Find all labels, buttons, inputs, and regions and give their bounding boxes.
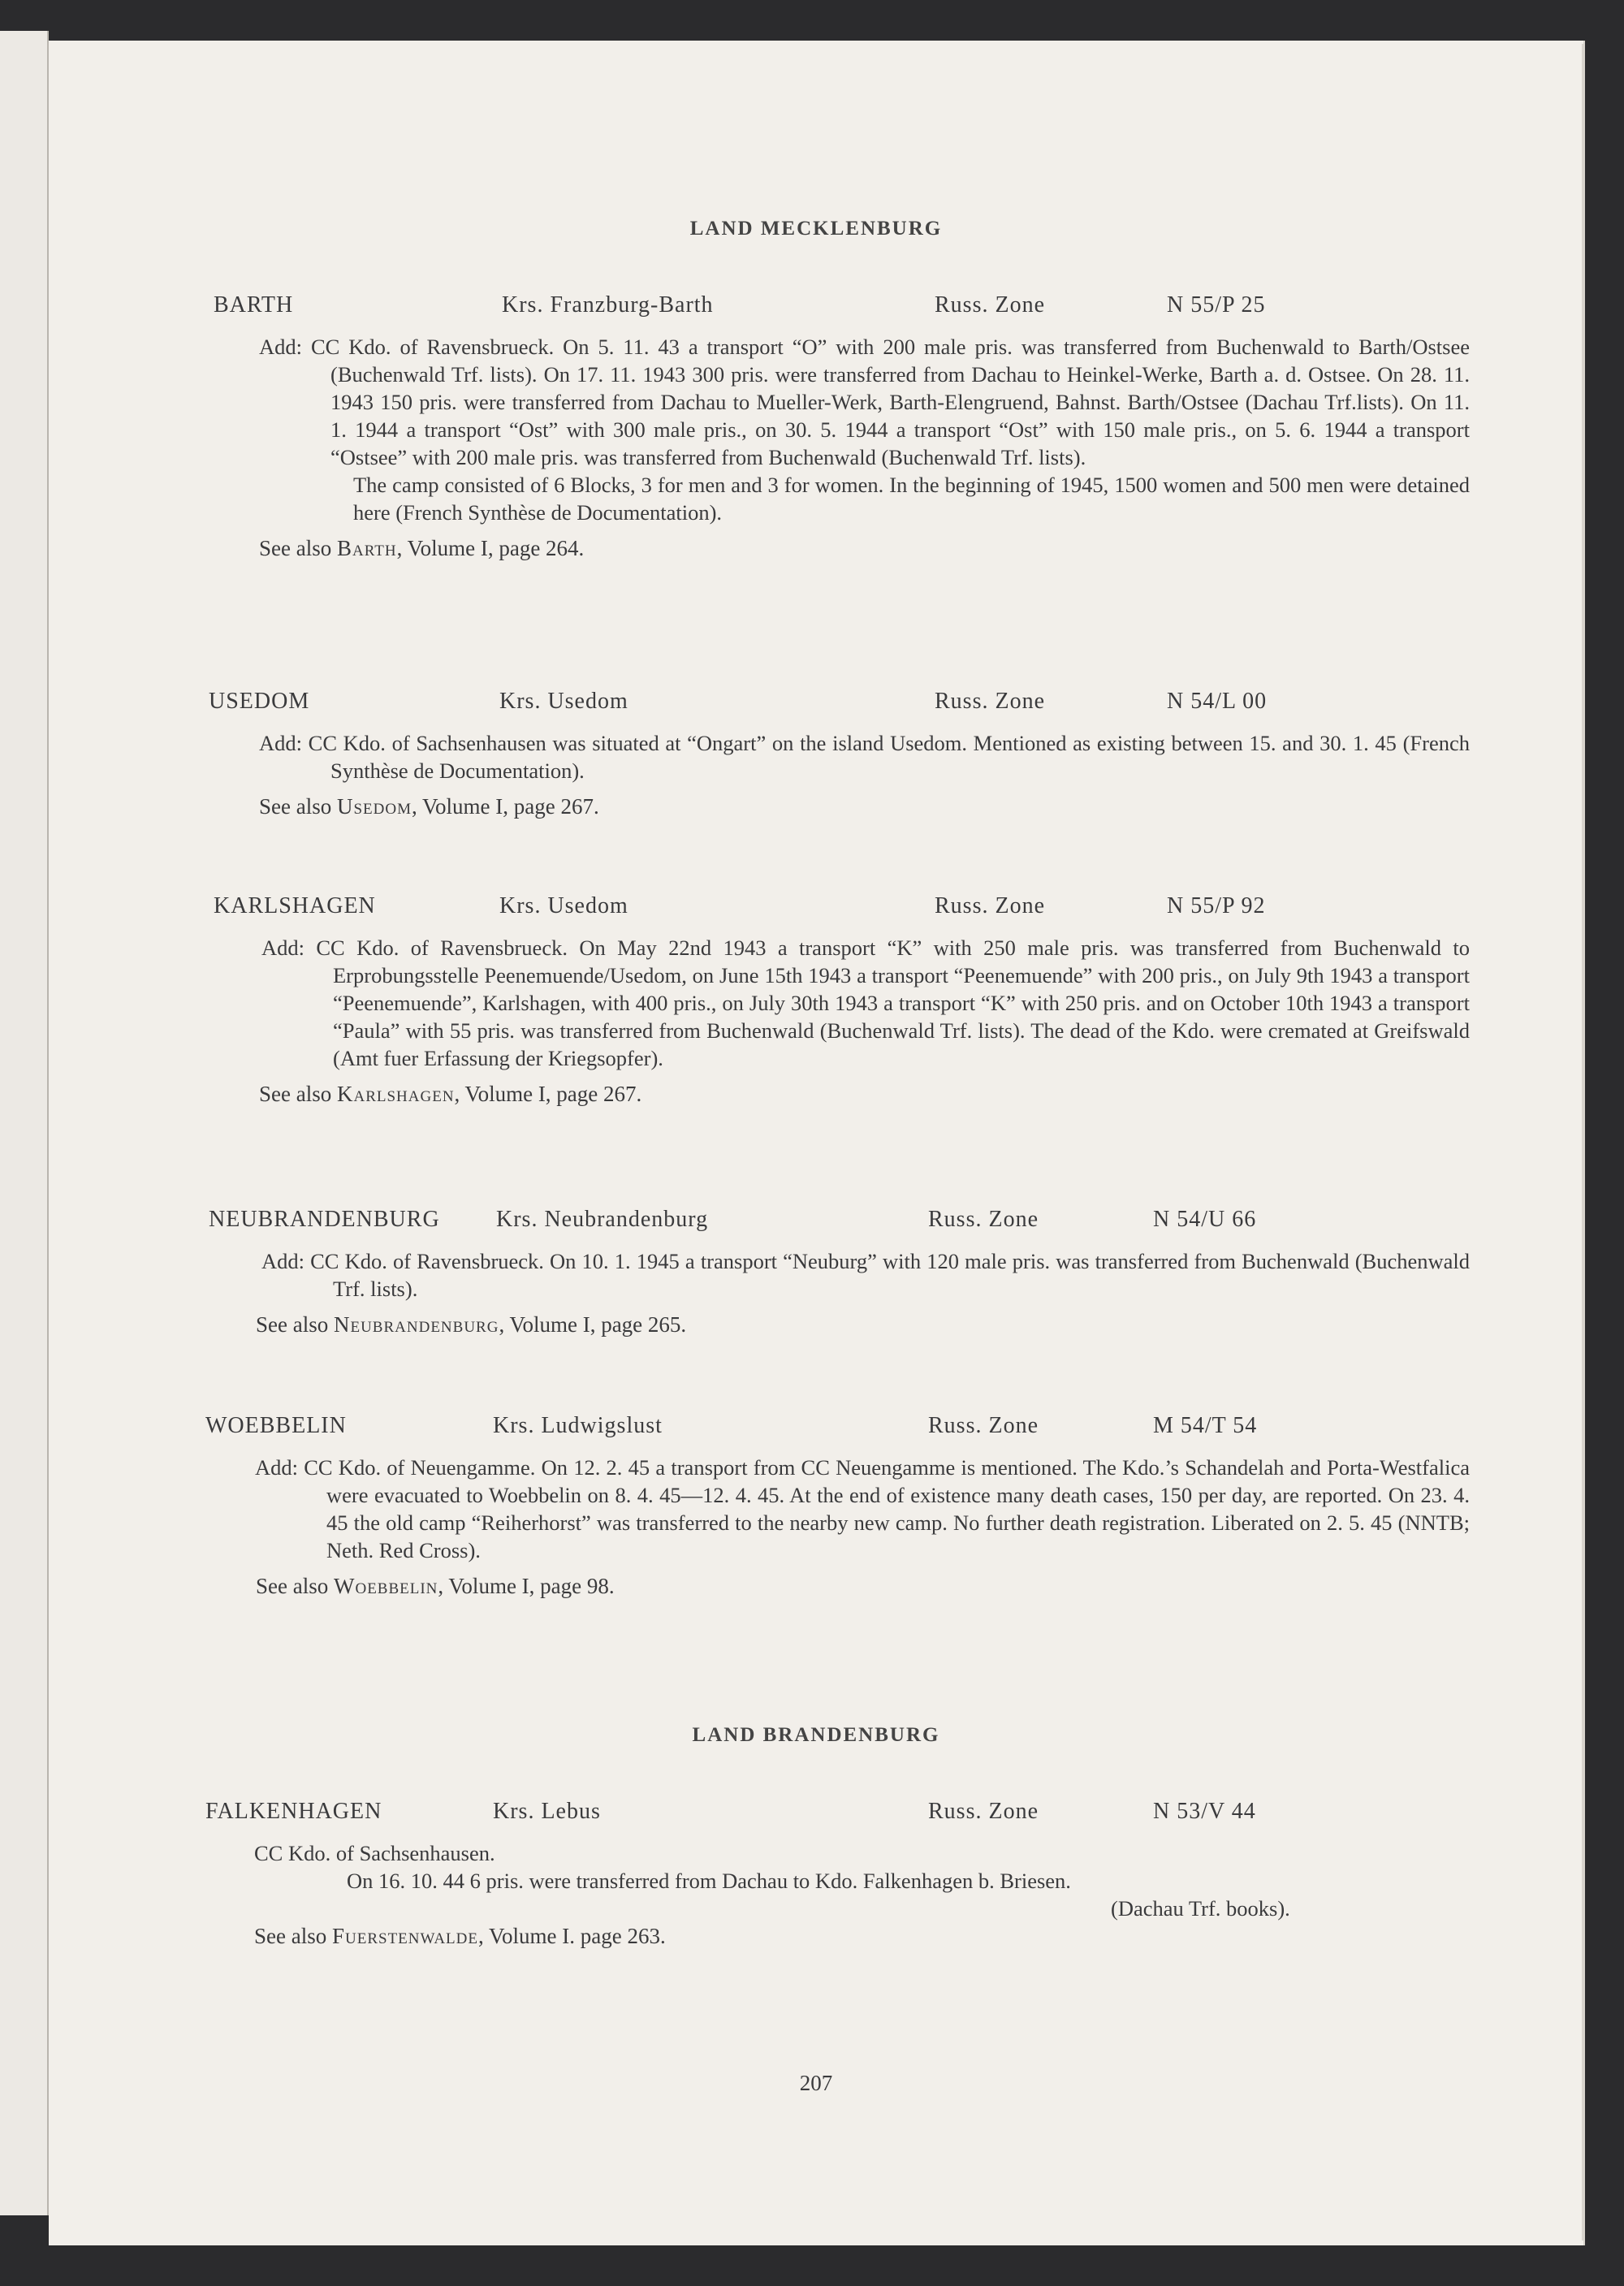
entry-extra-text: The camp consisted of 6 Blocks, 3 for men and 3 for women. In the beginning of 1945, 1500 women and 500 men were detained here (French Synthèse de Documentation). [353, 473, 1470, 525]
see-also-reference: See also Neubrandenburg, Volume I, page 265. [256, 1312, 687, 1337]
district: Krs. Franzburg-Barth [502, 292, 714, 318]
see-also-reference: See also Usedom, Volume I, page 267. [259, 794, 599, 819]
section-title-brandenburg: LAND BRANDENBURG [692, 1724, 940, 1746]
entry-header [49, 893, 1583, 926]
facing-page-edge [0, 31, 49, 2215]
entry-header [49, 1207, 1583, 1239]
entry-header [49, 1413, 1583, 1445]
grid-reference: N 55/P 25 [1167, 292, 1266, 318]
entry-header [49, 292, 1583, 325]
district: Krs. Usedom [499, 893, 628, 918]
zone: Russ. Zone [928, 1413, 1039, 1438]
place-name: NEUBRANDENBURG [209, 1207, 440, 1232]
page-number: 207 [799, 2071, 833, 2095]
place-name: WOEBBELIN [205, 1413, 347, 1438]
place-name: USEDOM [209, 689, 310, 714]
district: Krs. Usedom [499, 689, 628, 714]
district: Krs. Lebus [493, 1799, 601, 1824]
zone: Russ. Zone [935, 292, 1045, 318]
entry-add-text: Add: CC Kdo. of Sachsenhausen was situated at “Ongart” on the island Usedom. Mentioned as existing between 15. and 30. 1. 45 (French Synthèse de Documentation). [259, 731, 1470, 783]
see-also-reference: See also Barth, Volume I, page 264. [259, 536, 585, 560]
zone: Russ. Zone [928, 1799, 1039, 1824]
see-also-reference: See also Woebbelin, Volume I, page 98. [256, 1574, 615, 1598]
entry-add-text: Add: CC Kdo. of Ravensbrueck. On 5. 11. 43 a transport “O” with 200 male pris. was transferred from Buchenwald to Barth/Ostsee (Buchenwald Trf. lists). On 17. 11. 1943 300 pris. were transferred from Dachau to Heinkel-Werke, Barth a. d. Ostsee. On 28. 11. 1943 150 pris. were transferred from Dachau to Mueller-Werk, Barth-Elengruend, Bahnst. Barth/Ostsee (Dachau Trf.lists). On 11. 1. 1944 a transport “Ost” with 300 male pris., on 30. 5. 1944 a transport “Ost” with 150 male pris., on 5. 6. 1944 a transport “Ostsee” with 200 male pris. was transferred from Buchenwald (Buchenwald Trf. lists). [259, 335, 1470, 469]
section-title-mecklenburg: LAND MECKLENBURG [689, 218, 943, 240]
entry-line-3: (Dachau Trf. books). [1111, 1896, 1290, 1921]
entry-header [49, 1799, 1583, 1831]
district: Krs. Ludwigslust [493, 1413, 663, 1438]
entry-line-1: CC Kdo. of Sachsenhausen. [254, 1841, 495, 1865]
page-edge-shadow [1582, 44, 1585, 2241]
entry-neubrandenburg [49, 1207, 1583, 1337]
zone: Russ. Zone [928, 1207, 1039, 1232]
entry-add-text: Add: CC Kdo. of Ravensbrueck. On May 22nd 1943 a transport “K” with 250 male pris. was transferred from Buchenwald to Erprobungsstelle Peenemuende/Usedom, on June 15th 1943 a transport “Peenemuende” with 200 pris., on July 9th 1943 a transport “Peenemuende”, Karlshagen, with 400 pris., on July 30th 1943 a transport “K” with 250 pris. and on October 10th 1943 a transport “Paula” with 55 pris. was transferred from Buchenwald (Buchenwald Trf. lists). The dead of the Kdo. were cremated at Greifswald (Amt fuer Erfassung der Kriegsopfer). [261, 936, 1470, 1070]
place-name: FALKENHAGEN [205, 1799, 382, 1824]
grid-reference: N 53/V 44 [1153, 1799, 1256, 1824]
entry-line-2: On 16. 10. 44 6 pris. were transferred from Dachau to Kdo. Falkenhagen b. Briesen. [347, 1869, 1071, 1893]
entry-add-text: Add: CC Kdo. of Neuengamme. On 12. 2. 45 a transport from CC Neuengamme is mentioned. The Kdo.’s Schandelah and Porta-Westfalica were evacuated to Woebbelin on 8. 4. 45—12. 4. 45. At the end of existence many death cases, 150 per day, are reported. On 23. 4. 45 the old camp “Reiherhorst” was transferred to the nearby new camp. No further death registration. Liberated on 2. 5. 45 (NNTB; Neth. Red Cross). [255, 1455, 1470, 1562]
grid-reference: N 54/U 66 [1153, 1207, 1257, 1232]
entry-usedom [49, 689, 1583, 819]
see-also-reference: See also Karlshagen, Volume I, page 267. [259, 1082, 642, 1106]
entry-barth [49, 292, 1583, 561]
entry-add-text: Add: CC Kdo. of Ravensbrueck. On 10. 1. 1945 a transport “Neuburg” with 120 male pris. was transferred from Buchenwald (Buchenwald Trf. lists). [261, 1249, 1470, 1301]
grid-reference: N 54/L 00 [1167, 689, 1268, 714]
entry-karlshagen [49, 893, 1583, 1107]
entry-falkenhagen [49, 1799, 1583, 1949]
place-name: KARLSHAGEN [214, 893, 376, 918]
place-name: BARTH [214, 292, 294, 318]
grid-reference: N 55/P 92 [1167, 893, 1266, 918]
zone: Russ. Zone [935, 689, 1045, 714]
entry-woebbelin [49, 1413, 1583, 1599]
document-page [49, 41, 1583, 2245]
see-also-reference: See also Fuerstenwalde, Volume I. page 263. [254, 1924, 666, 1948]
grid-reference: M 54/T 54 [1153, 1413, 1258, 1438]
zone: Russ. Zone [935, 893, 1045, 918]
entry-header [49, 689, 1583, 721]
district: Krs. Neubrandenburg [496, 1207, 709, 1232]
